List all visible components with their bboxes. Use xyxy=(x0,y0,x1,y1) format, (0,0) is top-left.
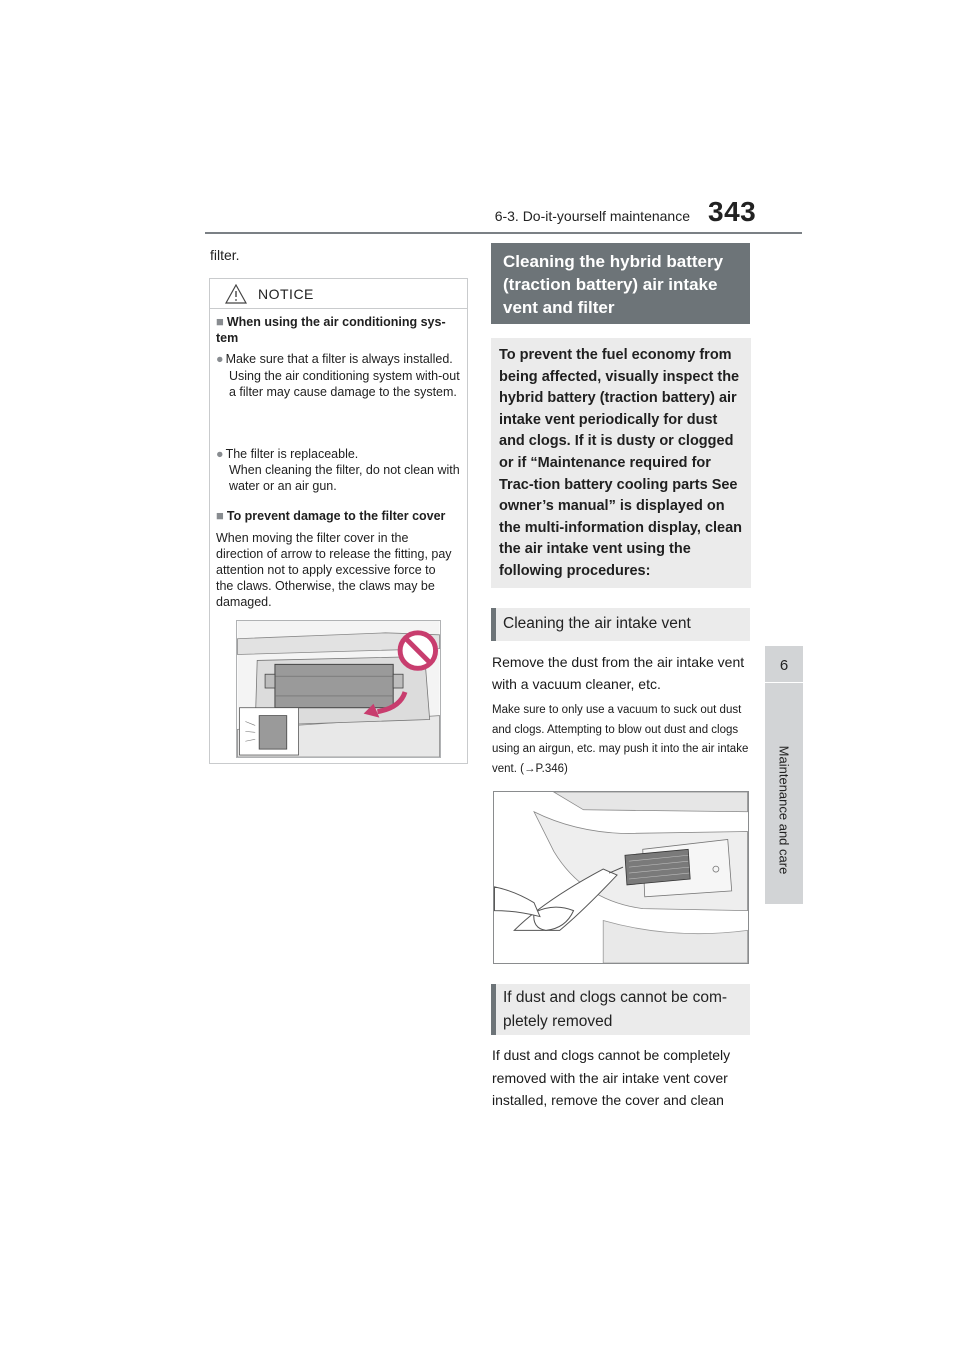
round-bullet-icon: ● xyxy=(216,447,224,461)
vacuum-vent-illustration xyxy=(493,791,749,964)
intro-text: To prevent the fuel economy from being affected, visually inspect the hybrid battery (traction battery) air intake vent periodically for dust and clogs. If it is dusty or clogged or if “Maintenance required for Trac-tion battery cooling parts See owner’s manual” is displayed on the multi-information display, clean the air intake vent using the following procedures: xyxy=(499,347,743,579)
subheading-cleaning-vent: Cleaning the air intake vent xyxy=(503,615,691,632)
section-title: Cleaning the hybrid battery (traction battery) air intake vent and filter xyxy=(503,252,724,317)
subheading-accent-bar xyxy=(491,984,496,1035)
square-bullet-icon: ■ xyxy=(216,508,224,523)
continued-text: filter. xyxy=(210,247,240,263)
warning-triangle-icon xyxy=(225,284,247,304)
body-text: Remove the dust from the air intake vent with a vacuum cleaner, etc. xyxy=(492,654,745,692)
page-number: 343 xyxy=(708,196,757,227)
filter-cover-illustration xyxy=(236,620,441,758)
notice-heading-text: To prevent damage to the filter cover xyxy=(226,509,446,523)
subheading-accent-bar xyxy=(491,608,496,641)
chapter-tab-divider xyxy=(765,682,803,683)
notice-bullet-detail: Using the air conditioning system with-out a filter may cause damage to the system. xyxy=(229,369,460,399)
body-text: If dust and clogs cannot be completely removed with the air intake vent cover installed, remove the cover and clean xyxy=(492,1047,731,1108)
notice-bullet-replaceable xyxy=(216,446,464,462)
notice-heading-filter-cover xyxy=(216,508,464,524)
chapter-title: Maintenance and care xyxy=(776,745,792,875)
notice-header-rule xyxy=(210,308,467,309)
subheading-dust-not-removed: If dust and clogs cannot be com-pletely removed xyxy=(503,989,728,1030)
notice-title: NOTICE xyxy=(258,286,314,302)
header-rule xyxy=(205,232,802,234)
notice-bullet-text: The filter is replaceable. xyxy=(225,447,359,461)
notice-heading-text: When using the air conditioning sys-tem xyxy=(216,315,446,345)
running-header-section: 6-3. Do-it-yourself maintenance xyxy=(494,208,690,224)
chapter-number: 6 xyxy=(779,657,789,674)
notice-paragraph: When moving the filter cover in the direction of arrow to release the fitting, pay attention not to apply excessive force to the claws. Otherwise, the claws may be damaged. xyxy=(216,531,452,609)
round-bullet-icon: ● xyxy=(216,352,224,366)
notice-bullet-detail: When cleaning the filter, do not clean with water or an air gun. xyxy=(229,463,460,493)
square-bullet-icon: ■ xyxy=(216,314,224,329)
notice-bullet-text: Make sure that a filter is always installed. xyxy=(225,352,453,366)
body-small-text: Make sure to only use a vacuum to suck out dust and clogs. Attempting to blow out dust and clogs using an airgun, etc. may push it into the air intake vent. (→P.346) xyxy=(492,704,749,775)
notice-heading-air-conditioning xyxy=(216,314,464,346)
notice-bullet-filter-installed xyxy=(216,351,464,367)
